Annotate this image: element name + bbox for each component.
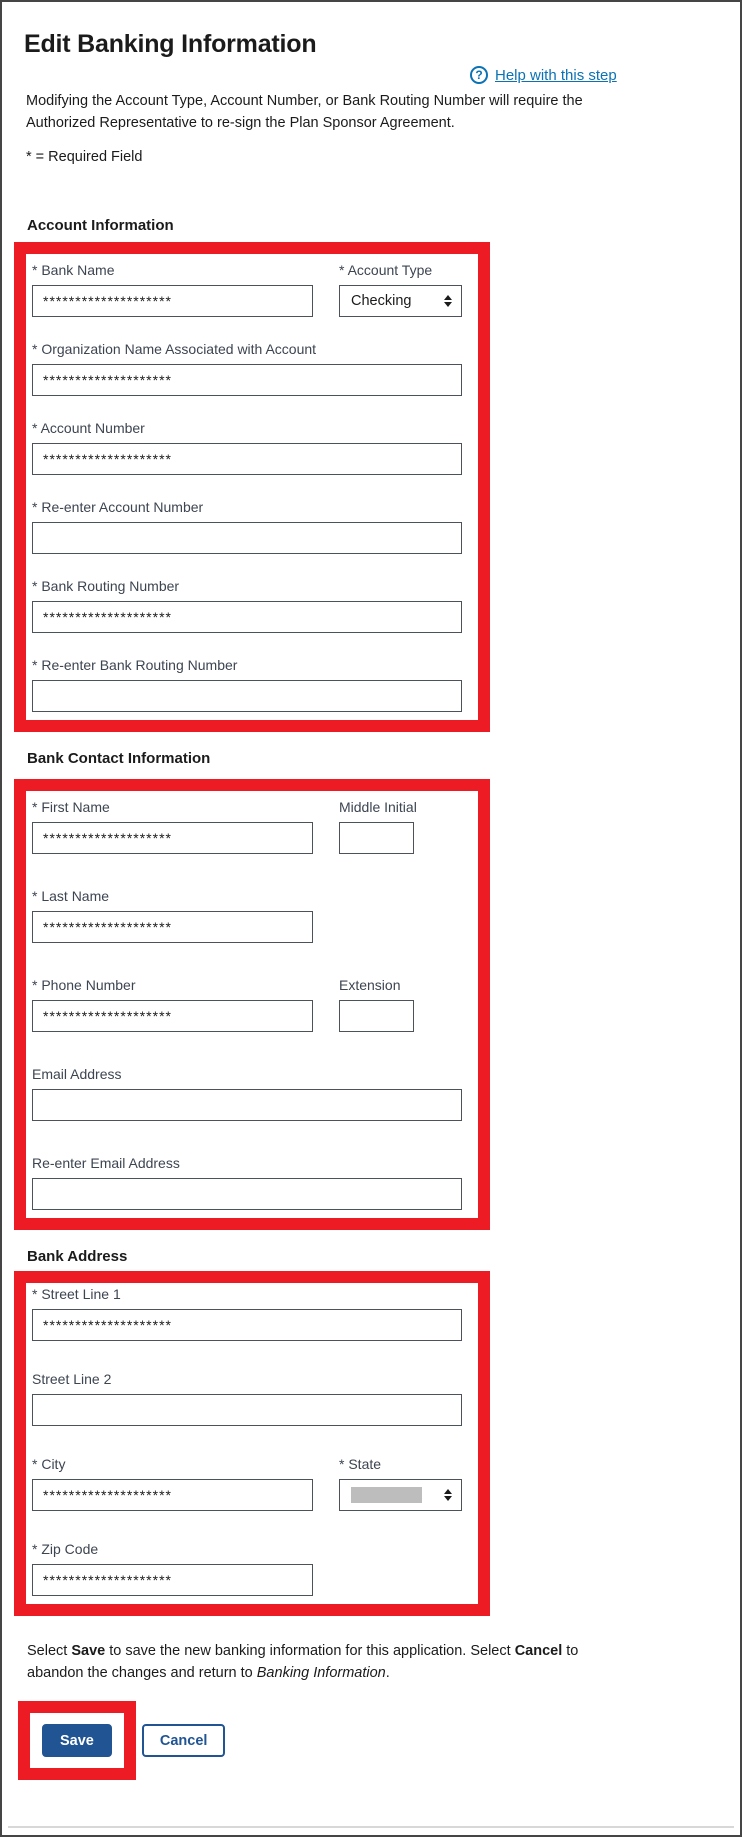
field-phone-number [32, 977, 339, 1032]
street-line-2-label: Street Line 2 [32, 1371, 112, 1387]
reenter-bank-routing-number-label: * Re-enter Bank Routing Number [32, 657, 238, 673]
reenter-email-address-label: Re-enter Email Address [32, 1155, 180, 1171]
state-redacted-value [351, 1487, 422, 1503]
field-zip-code [32, 1541, 478, 1596]
field-account-number [32, 420, 478, 475]
intro-line-1: Modifying the Account Type, Account Number, or Bank Routing Number will require the [26, 93, 583, 109]
field-street-line-1 [32, 1286, 478, 1341]
middle-initial-input[interactable] [339, 822, 414, 854]
zip-code-input[interactable] [32, 1564, 313, 1596]
field-reenter-email-address [32, 1155, 478, 1210]
section-heading-account-information: Account Information [27, 217, 174, 234]
email-address-input[interactable] [32, 1089, 462, 1121]
reenter-account-number-input[interactable] [32, 522, 462, 554]
field-first-name [32, 799, 339, 854]
field-middle-initial [339, 799, 417, 880]
footer-instructions [27, 1640, 727, 1684]
cancel-button[interactable]: Cancel [142, 1724, 226, 1757]
field-reenter-bank-routing-number [32, 657, 478, 712]
account-type-select[interactable] [339, 285, 462, 317]
form-actions [18, 1701, 740, 1780]
field-street-line-2 [32, 1371, 478, 1426]
field-bank-routing-number [32, 578, 478, 633]
city-label: * City [32, 1456, 66, 1472]
last-name-label: * Last Name [32, 888, 110, 904]
highlight-box-bank-address [14, 1271, 490, 1616]
organization-name-label: * Organization Name Associated with Account [32, 341, 317, 357]
account-number-label: * Account Number [32, 420, 145, 436]
street-line-1-label: * Street Line 1 [32, 1286, 121, 1302]
page-title: Edit Banking Information [24, 30, 317, 58]
field-organization-name [32, 341, 478, 396]
highlight-box-save-button [18, 1701, 136, 1780]
street-line-1-input[interactable] [32, 1309, 462, 1341]
email-address-label: Email Address [32, 1066, 122, 1082]
field-last-name [32, 888, 478, 943]
intro-line-2: Authorized Representative to re-sign the Plan Sponsor Agreement. [26, 115, 455, 131]
footer-text-part: Select [27, 1643, 72, 1659]
bank-name-input[interactable] [32, 285, 313, 317]
footer-text-part: to save the new banking information for this application. Select [105, 1643, 515, 1659]
field-state [339, 1456, 462, 1533]
highlight-box-account-information [14, 242, 490, 732]
reenter-account-number-label: * Re-enter Account Number [32, 499, 204, 515]
first-name-label: * First Name [32, 799, 110, 815]
field-bank-name [32, 262, 339, 317]
section-heading-bank-address: Bank Address [27, 1248, 128, 1265]
city-input[interactable] [32, 1479, 313, 1511]
help-link-label[interactable]: Help with this step [495, 66, 617, 84]
zip-code-label: * Zip Code [32, 1541, 99, 1557]
account-number-input[interactable] [32, 443, 462, 475]
select-arrows-icon [444, 1489, 452, 1501]
first-name-input[interactable] [32, 822, 313, 854]
field-email-address [32, 1066, 478, 1121]
footer-text-part: to [562, 1643, 579, 1659]
phone-number-label: * Phone Number [32, 977, 136, 993]
state-select[interactable] [339, 1479, 462, 1511]
help-question-icon: ? [470, 66, 488, 84]
page-header [2, 30, 740, 84]
highlight-box-bank-contact-information [14, 779, 490, 1230]
footer-save-word: Save [71, 1643, 106, 1659]
street-line-2-input[interactable] [32, 1394, 462, 1426]
phone-number-input[interactable] [32, 1000, 313, 1032]
organization-name-input[interactable] [32, 364, 462, 396]
required-field-note: * = Required Field [26, 149, 143, 165]
bank-name-label: * Bank Name [32, 262, 115, 278]
field-reenter-account-number [32, 499, 478, 554]
page-bottom-divider [8, 1826, 734, 1828]
section-heading-bank-contact-information: Bank Contact Information [27, 750, 211, 767]
field-account-type [339, 262, 462, 333]
field-city [32, 1456, 339, 1511]
intro-text [26, 90, 740, 134]
footer-text-part: . [385, 1665, 390, 1681]
last-name-input[interactable] [32, 911, 313, 943]
account-type-label: * Account Type [339, 262, 433, 278]
extension-input[interactable] [339, 1000, 414, 1032]
footer-cancel-word: Cancel [514, 1643, 563, 1659]
bank-routing-number-input[interactable] [32, 601, 462, 633]
footer-banking-information-word: Banking Information [256, 1665, 386, 1681]
extension-label: Extension [339, 977, 401, 993]
state-label: * State [339, 1456, 382, 1472]
field-extension [339, 977, 414, 1058]
select-arrows-icon [444, 295, 452, 307]
help-link[interactable] [470, 66, 617, 84]
footer-text-part: abandon the changes and return to [27, 1665, 257, 1681]
bank-routing-number-label: * Bank Routing Number [32, 578, 180, 594]
reenter-email-address-input[interactable] [32, 1178, 462, 1210]
save-button[interactable]: Save [42, 1724, 112, 1757]
reenter-bank-routing-number-input[interactable] [32, 680, 462, 712]
middle-initial-label: Middle Initial [339, 799, 417, 815]
account-type-selected-value: Checking [351, 293, 412, 309]
